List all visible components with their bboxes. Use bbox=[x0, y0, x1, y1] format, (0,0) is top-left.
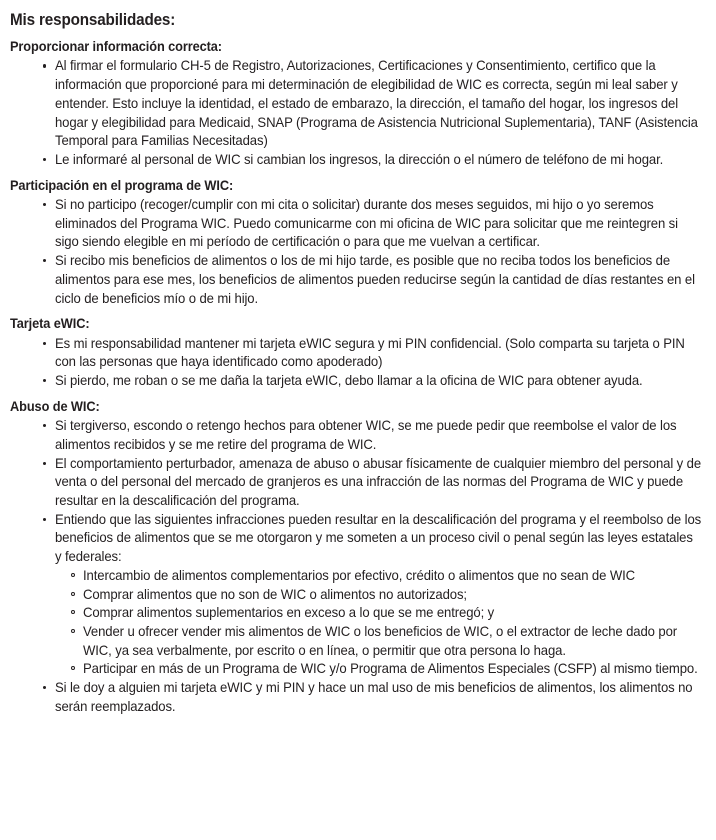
sub-list-item-text: Participar en más de un Programa de WIC y/o Programa de Alimentos Especiales (CSFP) al mismo tiempo. bbox=[83, 660, 698, 677]
hollow-bullet-icon bbox=[71, 610, 75, 614]
list-item-text: Si no participo (recoger/cumplir con mi cita o solicitar) durante dos meses seguidos, mi hijo o yo seremos eliminados del Programa WIC. Puedo comunicarme con mi oficina de WIC para solicitar que me reintegren si sigo siendo elegible en mi período de certificación o para que me vuelvan a certificar. bbox=[55, 196, 678, 250]
bullet-point-icon bbox=[43, 64, 46, 67]
page-title: Mis responsabilidades: bbox=[10, 11, 176, 29]
list-item bbox=[10, 251, 702, 307]
list-item-text: Es mi responsabilidad mantener mi tarjeta eWIC segura y mi PIN confidencial. (Solo comparta su tarjeta o PIN con las personas que haya identificado como apoderado) bbox=[55, 334, 685, 370]
sub-list-item bbox=[55, 603, 702, 622]
bullet-point-icon bbox=[43, 259, 46, 262]
sub-list-item-text: Comprar alimentos suplementarios en exceso a lo que se me entregó; y bbox=[83, 604, 495, 621]
list-item-text: Si tergiverso, escondo o retengo hechos para obtener WIC, se me puede pedir que reembolse el valor de los alimentos recibidos y se me retire del programa de WIC. bbox=[55, 417, 677, 452]
bullet-point-icon bbox=[43, 424, 46, 427]
list-item bbox=[10, 195, 702, 251]
sub-bullet-list bbox=[55, 566, 702, 678]
sub-list-item bbox=[55, 622, 702, 659]
list-item-text: El comportamiento perturbador, amenaza de abuso o abusar físicamente de cualquier miembro del personal y de venta o del personal del mercado de granjeros es una infracción de las normas del Programa de WIC y puede resultar en la descalificación del programa. bbox=[55, 454, 702, 508]
bullet-point-icon bbox=[43, 342, 46, 345]
bullet-list bbox=[10, 56, 702, 168]
sub-list-item bbox=[55, 566, 702, 585]
document-section bbox=[10, 398, 702, 716]
section-heading: Tarjeta eWIC: bbox=[10, 316, 90, 332]
bullet-point-icon bbox=[43, 203, 46, 206]
list-item bbox=[10, 510, 702, 678]
hollow-bullet-icon bbox=[71, 592, 75, 596]
hollow-bullet-icon bbox=[71, 573, 75, 577]
list-item-text: Si pierdo, me roban o se me daña la tarjeta eWIC, debo llamar a la oficina de WIC para obtener ayuda. bbox=[55, 372, 643, 389]
list-item bbox=[10, 678, 702, 715]
list-item bbox=[10, 334, 702, 371]
bullet-list bbox=[10, 195, 702, 307]
list-item-text: Entiendo que las siguientes infracciones pueden resultar en la descalificación del programa y el reembolso de los beneficios de alimentos que se me otorgaron y me someten a un proceso civil o penal según las leyes estatales y federales: bbox=[55, 510, 702, 565]
sub-list-item-text: Vender u ofrecer vender mis alimentos de WIC o los beneficios de WIC, o el extractor de leche dado por WIC, ya sea verbalmente, por escrito o en línea, o permitir que otra persona lo haga. bbox=[83, 622, 678, 658]
bullet-point-icon bbox=[43, 462, 46, 465]
bullet-point-icon bbox=[43, 379, 46, 382]
bullet-point-icon bbox=[43, 158, 46, 161]
list-item bbox=[10, 56, 702, 150]
document-section bbox=[10, 315, 702, 390]
bullet-list bbox=[10, 334, 702, 390]
bullet-point-icon bbox=[43, 686, 46, 689]
section-heading: Proporcionar información correcta: bbox=[10, 39, 222, 55]
bullet-point-icon bbox=[43, 518, 46, 521]
list-item-text: Si recibo mis beneficios de alimentos o los de mi hijo tarde, es posible que no reciba todos los beneficios de alimentos para ese mes, los beneficios de alimentos pueden reducirse según la cantidad de días restantes en el ciclo de beneficios mío o de mi hijo. bbox=[55, 252, 695, 306]
sub-list-item-text: Intercambio de alimentos complementarios por efectivo, crédito o alimentos que no sean de WIC bbox=[83, 566, 635, 583]
list-item-text: Le informaré al personal de WIC si cambian los ingresos, la dirección o el número de teléfono de mi hogar. bbox=[55, 150, 664, 167]
list-item-text: Si le doy a alguien mi tarjeta eWIC y mi PIN y hace un mal uso de mis beneficios de alimentos, los alimentos no serán reemplazados. bbox=[55, 679, 693, 714]
bullet-list bbox=[10, 416, 702, 715]
hollow-bullet-icon bbox=[71, 629, 75, 633]
list-item-text: Al firmar el formulario CH-5 de Registro, Autorizaciones, Certificaciones y Consentimiento, certifico que la información que proporcioné para mi determinación de elegibilidad de WIC es correcta, según mi leal saber y entender. Esto incluye la identidad, el estado de embarazo, la dirección, el tamaño del hogar, los ingresos del hogar y elegibilidad para Medicaid, SNAP (Programa de Asistencia Nutricional Suplementaria), TANF (Asistencia Temporal para Familias Necesitadas) bbox=[55, 57, 698, 149]
section-heading: Participación en el programa de WIC: bbox=[10, 177, 234, 193]
list-item bbox=[10, 371, 702, 390]
list-item bbox=[10, 150, 702, 169]
document-section bbox=[10, 177, 702, 308]
list-item bbox=[10, 454, 702, 510]
sub-list-item bbox=[55, 659, 702, 678]
sub-list-item-text: Comprar alimentos que no son de WIC o alimentos no autorizados; bbox=[83, 585, 467, 602]
sub-list-item bbox=[55, 585, 702, 604]
list-item bbox=[10, 416, 702, 453]
section-heading: Abuso de WIC: bbox=[10, 398, 100, 414]
document-section bbox=[10, 38, 702, 169]
hollow-bullet-icon bbox=[71, 666, 75, 670]
sections-container bbox=[10, 38, 702, 715]
